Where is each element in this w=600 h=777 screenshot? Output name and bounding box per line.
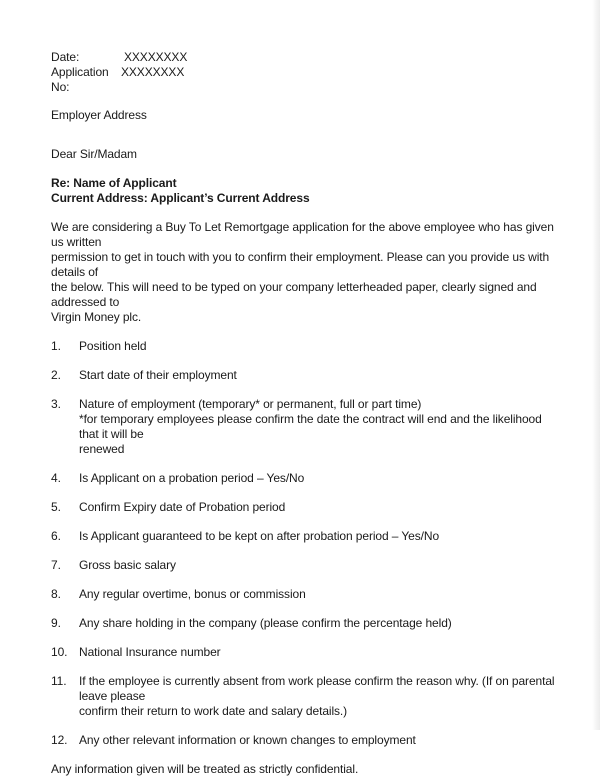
list-item-text	[79, 733, 561, 748]
list-item-number: 7.	[51, 558, 61, 572]
list-item-text	[79, 339, 561, 354]
list-item-text	[79, 368, 561, 383]
list-item-line: Gross basic salary	[79, 558, 176, 572]
letter-content	[51, 50, 561, 777]
date-value: XXXXXXXX	[124, 50, 188, 64]
list-item	[51, 674, 561, 719]
list-item-number: 2.	[51, 368, 61, 382]
list-item-number: 1.	[51, 339, 61, 353]
application-value: XXXXXXXX	[121, 65, 185, 79]
list-item-number: 4.	[51, 471, 61, 485]
list-item-text	[79, 674, 561, 719]
list-item	[51, 529, 561, 544]
list-item-number: 9.	[51, 616, 61, 630]
list-item-line: National Insurance number	[79, 645, 221, 659]
list-item-line: Nature of employment (temporary* or permanent, full or part time)	[79, 397, 422, 411]
list-item-line: Position held	[79, 339, 147, 353]
list-item-line: Is Applicant guaranteed to be kept on after probation period – Yes/No	[79, 529, 440, 543]
list-item-line: renewed	[79, 442, 125, 456]
list-item-text	[79, 529, 561, 544]
list-item-line: confirm their return to work date and salary details.)	[79, 704, 348, 718]
list-item-number: 8.	[51, 587, 61, 601]
list-item	[51, 500, 561, 515]
list-item-number: 6.	[51, 529, 61, 543]
re-applicant-name: Re: Name of Applicant	[51, 176, 177, 190]
list-item	[51, 397, 561, 457]
list-item-text	[79, 397, 561, 457]
list-item-line: Is Applicant on a probation period – Yes/No	[79, 471, 305, 485]
date-label: Date:	[51, 50, 80, 64]
list-item-line: Any regular overtime, bonus or commission	[79, 587, 306, 601]
list-item	[51, 616, 561, 631]
list-item-line: Start date of their employment	[79, 368, 237, 382]
intro-line: We are considering a Buy To Let Remortgage application for the above employee who has given us written	[51, 220, 554, 249]
list-item-text	[79, 471, 561, 486]
application-label: Application No:	[51, 65, 109, 94]
list-item-number: 12.	[51, 733, 68, 747]
re-current-address: Current Address: Applicant’s Current Address	[51, 191, 310, 205]
list-item-number: 10.	[51, 645, 68, 659]
list-item-number: 5.	[51, 500, 61, 514]
list-item-number: 3.	[51, 397, 61, 411]
list-item	[51, 471, 561, 486]
date-row	[51, 50, 561, 65]
list-item	[51, 558, 561, 573]
list-item-line: Any share holding in the company (please confirm the percentage held)	[79, 616, 452, 630]
intro-paragraph	[51, 220, 561, 325]
page-edge-shadow	[592, 0, 600, 730]
list-item-line: If the employee is currently absent from work please confirm the reason why. (If on parental leave please	[79, 674, 555, 703]
list-item	[51, 645, 561, 660]
list-item	[51, 733, 561, 748]
list-item-text	[79, 587, 561, 602]
requirements-list	[51, 339, 561, 748]
list-item	[51, 339, 561, 354]
application-row	[51, 65, 561, 95]
list-item	[51, 368, 561, 383]
list-item-text	[79, 616, 561, 631]
list-item-number: 11.	[51, 674, 67, 688]
list-item-line: Confirm Expiry date of Probation period	[79, 500, 286, 514]
salutation: Dear Sir/Madam	[51, 147, 137, 161]
intro-line: the below. This will need to be typed on your company letterheaded paper, clearly signed and addressed to	[51, 280, 537, 309]
list-item-line: Any other relevant information or known changes to employment	[79, 733, 416, 747]
intro-line: permission to get in touch with you to confirm their employment. Please can you provide us with details of	[51, 250, 550, 279]
intro-line: Virgin Money plc.	[51, 310, 142, 324]
list-item-text	[79, 500, 561, 515]
confidentiality-note: Any information given will be treated as strictly confidential.	[51, 762, 359, 776]
employer-address: Employer Address	[51, 108, 147, 122]
list-item	[51, 587, 561, 602]
list-item-text	[79, 645, 561, 660]
list-item-line: *for temporary employees please confirm the date the contract will end and the likelihood that it will be	[79, 412, 542, 441]
list-item-text	[79, 558, 561, 573]
